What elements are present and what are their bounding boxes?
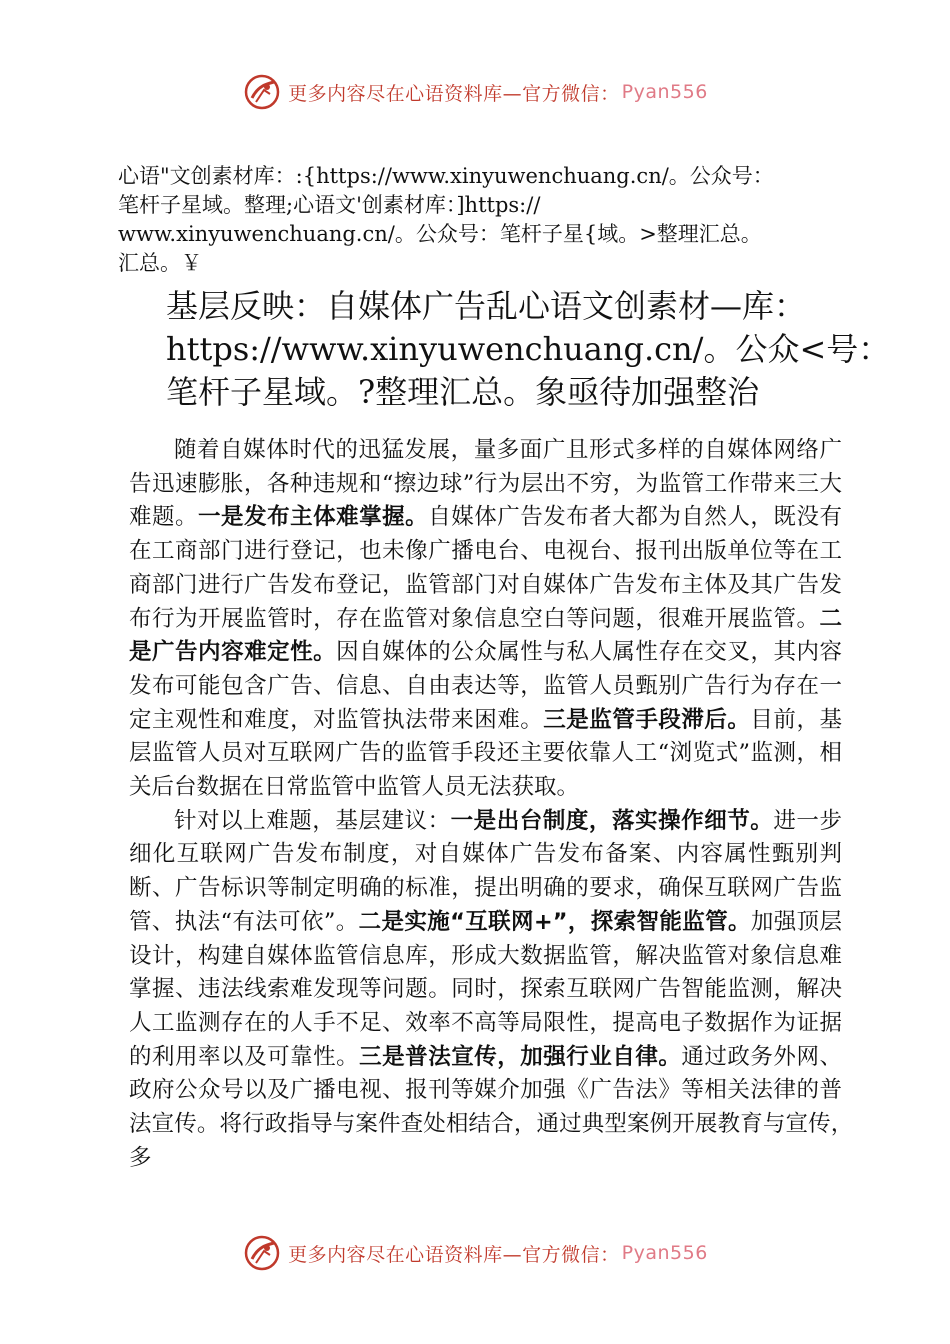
bold-run: 二是广告内容难定性。 [129,605,842,666]
header-note-line: www.xinyuwenchuang.cn/。公众号：笔杆子星{域。>整理汇总。 [118,222,762,246]
body-text [129,434,865,1175]
text-run: 目前，基层监管人员对互联网广告的监管手段还主要依靠人工“浏览式”监测，相关后台数据在日常监管中监管人员无法获取。 [129,706,842,801]
text-run: 加强顶层设计，构建自媒体监管信息库，形成大数据监管，解决监管对象信息难掌握、违法线索难发现等问题。同时，探索互联网广告智能监测，解决人工监测存在的人手不足、效率不高等局限性，提高电子数据作为证据的利用率以及可靠性。 [129,908,842,1070]
text-run: 随着自媒体时代的迅猛发展，量多面广且形式多样的自媒体网络广告迅速膨胀，各种违规和“擦边球”行为层出不穷，为监管工作带来三大难题。 [129,437,842,531]
bold-run: 二是实施“互联网+”，探索智能监管。 [358,908,751,935]
banner-text: 更多内容尽在心语资料库—官方微信： [288,1243,620,1266]
footer-banner [0,1231,950,1275]
bold-run: 一是出台制度，落实操作细节。 [450,807,774,834]
header-note-line: 汇总。￥ [118,251,202,275]
bold-run: 三是普法宣传，加强行业自律。 [359,1043,682,1070]
text-run: 进一步细化互联网广告发布制度，对自媒体广告发布备案、内容属性甄别判断、广告标识等制定明确的标准，提出明确的要求，确保互联网广告监管、执法“有法可依”。 [129,807,842,935]
logo-icon [242,72,282,112]
header-note-line: 心语"文创素材库：:{https://www.xinyuwenchuang.cn/。公众号： [118,164,774,188]
header-note [118,162,878,278]
banner-wechat-id: Pyan556 [621,1242,708,1264]
header-banner [0,70,950,114]
text-run: 针对以上难题，基层建议： [174,807,451,834]
paragraph [129,805,865,1176]
bold-run: 一是发布主体难掌握。 [198,504,429,531]
title-line: https://www.xinyuwenchuang.cn/。公众<号： [166,330,891,368]
text-run: 因自媒体的公众属性与私人属性存在交叉，其内容发布可能包含广告、信息、自由表达等，监管人员甄别广告行为存在一定主观性和难度，对监管执法带来困难。 [129,639,842,733]
banner-wechat-id: Pyan556 [621,81,708,103]
title-line: 笔杆子星域。?整理汇总。象亟待加强整治 [166,373,760,411]
banner-text: 更多内容尽在心语资料库—官方微信： [288,82,620,105]
text-run: 通过政务外网、政府公众号以及广播电视、报刊等媒介加强《广告法》等相关法律的普法宣传。将行政指导与案件查处相结合，通过典型案例开展教育与宣传， 多 [129,1043,865,1171]
document-title [166,285,906,414]
header-note-line: 笔杆子星域。整理;心语文'创素材库：]https:// [118,193,541,217]
text-run: 自媒体广告发布者大都为自然人，既没有在工商部门进行登记，也未像广播电台、电视台、报刊出版单位等在工商部门进行广告发布登记，监管部门对自媒体广告发布主体及其广告发布行为开展监管时，存在监管对象信息空白等问题，很难开展监管。 [129,504,842,632]
title-line: 基层反映：自媒体广告乱心语文创素材—库： [166,287,807,325]
logo-icon [242,1233,282,1273]
bold-run: 三是监管手段滞后。 [543,706,751,733]
paragraph [129,434,842,805]
